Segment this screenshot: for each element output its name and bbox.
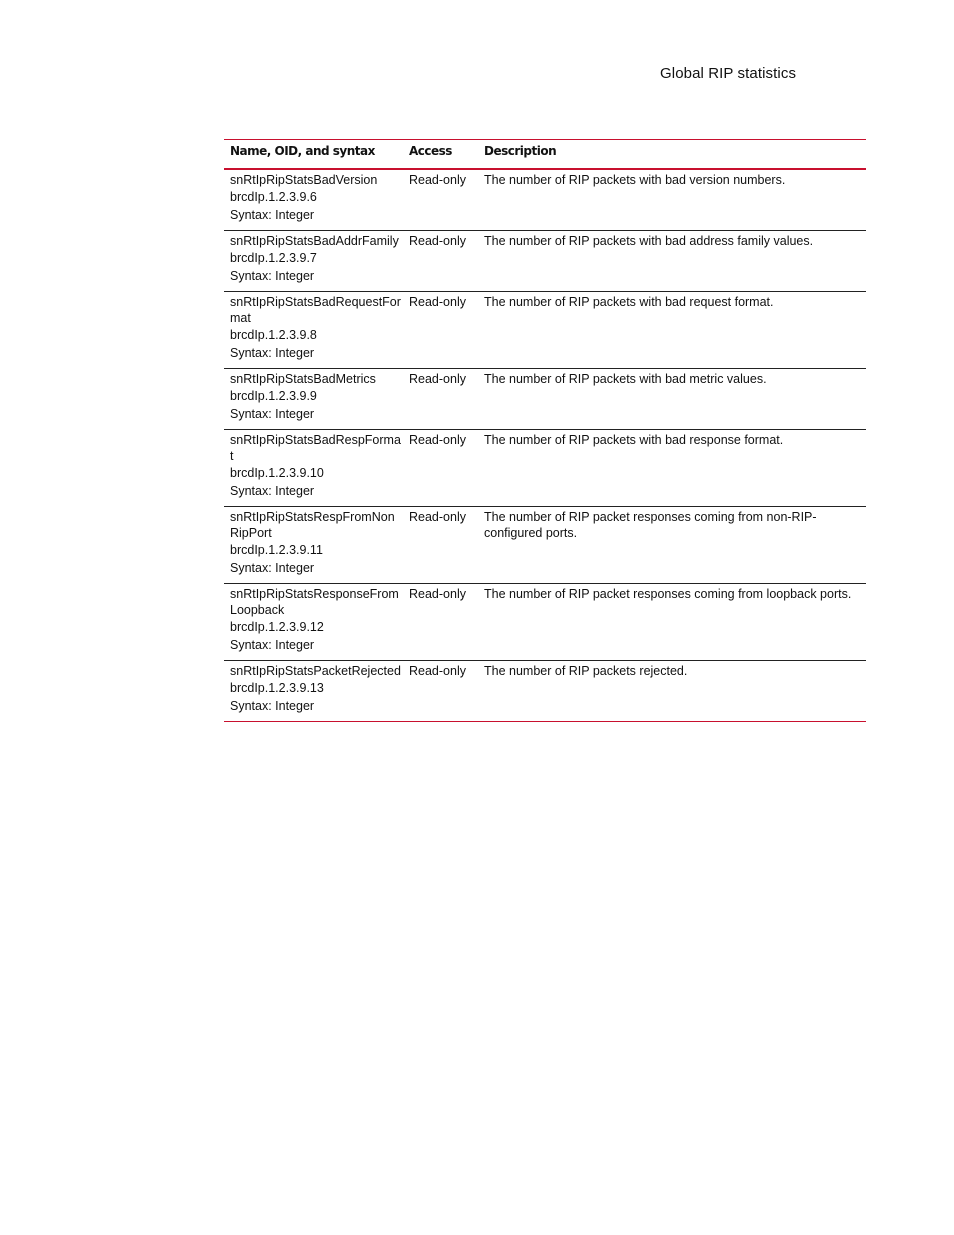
object-name: snRtIpRipStatsBadRequestFormat: [230, 295, 401, 325]
access-cell: Read-only: [409, 664, 466, 678]
column-header-access: Access: [409, 144, 452, 158]
column-header-name: Name, OID, and syntax: [230, 144, 375, 158]
table-row: [224, 661, 866, 722]
object-syntax: Syntax: Integer: [230, 269, 315, 283]
object-syntax: Syntax: Integer: [230, 346, 315, 360]
object-oid: brcdIp.1.2.3.9.7: [230, 251, 317, 265]
table-row: [224, 369, 866, 430]
description-cell: [479, 507, 866, 584]
object-oid: brcdIp.1.2.3.9.6: [230, 190, 317, 204]
running-header-title: Global RIP statistics: [660, 65, 797, 82]
object-name: snRtIpRipStatsBadMetrics: [230, 372, 376, 386]
description-cell: [479, 661, 866, 722]
table-header-row: [224, 140, 866, 170]
name-cell: [224, 584, 404, 661]
description-cell: [479, 369, 866, 430]
description-cell: [479, 231, 866, 292]
table-row: [224, 430, 866, 507]
description-cell: [479, 169, 866, 231]
description-text: The number of RIP packet responses coming from non-RIP-configured ports.: [484, 510, 817, 540]
name-cell: [224, 369, 404, 430]
description-cell: [479, 292, 866, 369]
object-oid: brcdIp.1.2.3.9.12: [230, 620, 324, 634]
description-cell: [479, 430, 866, 507]
object-syntax: Syntax: Integer: [230, 407, 315, 421]
description-cell: [479, 584, 866, 661]
table-row: [224, 231, 866, 292]
name-cell: [224, 430, 404, 507]
object-oid: brcdIp.1.2.3.9.9: [230, 389, 317, 403]
object-syntax: Syntax: Integer: [230, 484, 315, 498]
mib-objects-table: [224, 139, 866, 722]
table-row: [224, 584, 866, 661]
object-syntax: Syntax: Integer: [230, 561, 315, 575]
column-header-description: Description: [484, 144, 557, 158]
object-name: snRtIpRipStatsBadVersion: [230, 173, 378, 187]
name-cell: [224, 231, 404, 292]
object-name: snRtIpRipStatsResponseFromLoopback: [230, 587, 399, 617]
description-text: The number of RIP packets with bad address family values.: [484, 234, 814, 248]
access-cell: Read-only: [409, 372, 466, 386]
name-cell: [224, 661, 404, 722]
object-syntax: Syntax: Integer: [230, 638, 315, 652]
object-oid: brcdIp.1.2.3.9.8: [230, 328, 317, 342]
object-syntax: Syntax: Integer: [230, 208, 315, 222]
table-header: [224, 140, 866, 170]
description-text: The number of RIP packets with bad metric values.: [484, 372, 767, 386]
access-cell: Read-only: [409, 234, 466, 248]
object-name: snRtIpRipStatsBadAddrFamily: [230, 234, 399, 248]
object-syntax: Syntax: Integer: [230, 699, 315, 713]
table-row: [224, 169, 866, 231]
table-row: [224, 507, 866, 584]
object-oid: brcdIp.1.2.3.9.10: [230, 466, 324, 480]
object-oid: brcdIp.1.2.3.9.11: [230, 543, 323, 557]
table-row: [224, 292, 866, 369]
description-text: The number of RIP packets with bad request format.: [484, 295, 774, 309]
object-oid: brcdIp.1.2.3.9.13: [230, 681, 324, 695]
description-text: The number of RIP packet responses coming from loopback ports.: [484, 587, 852, 601]
object-name: snRtIpRipStatsRespFromNonRipPort: [230, 510, 395, 540]
object-name: snRtIpRipStatsPacketRejected: [230, 664, 401, 678]
name-cell: [224, 169, 404, 231]
table-body: [224, 169, 866, 722]
name-cell: [224, 292, 404, 369]
description-text: The number of RIP packets with bad response format.: [484, 433, 784, 447]
access-cell: Read-only: [409, 587, 466, 601]
description-text: The number of RIP packets rejected.: [484, 664, 688, 678]
name-cell: [224, 507, 404, 584]
description-text: The number of RIP packets with bad version numbers.: [484, 173, 786, 187]
access-cell: Read-only: [409, 173, 466, 187]
access-cell: Read-only: [409, 510, 466, 524]
object-name: snRtIpRipStatsBadRespFormat: [230, 433, 401, 463]
access-cell: Read-only: [409, 295, 466, 309]
access-cell: Read-only: [409, 433, 466, 447]
